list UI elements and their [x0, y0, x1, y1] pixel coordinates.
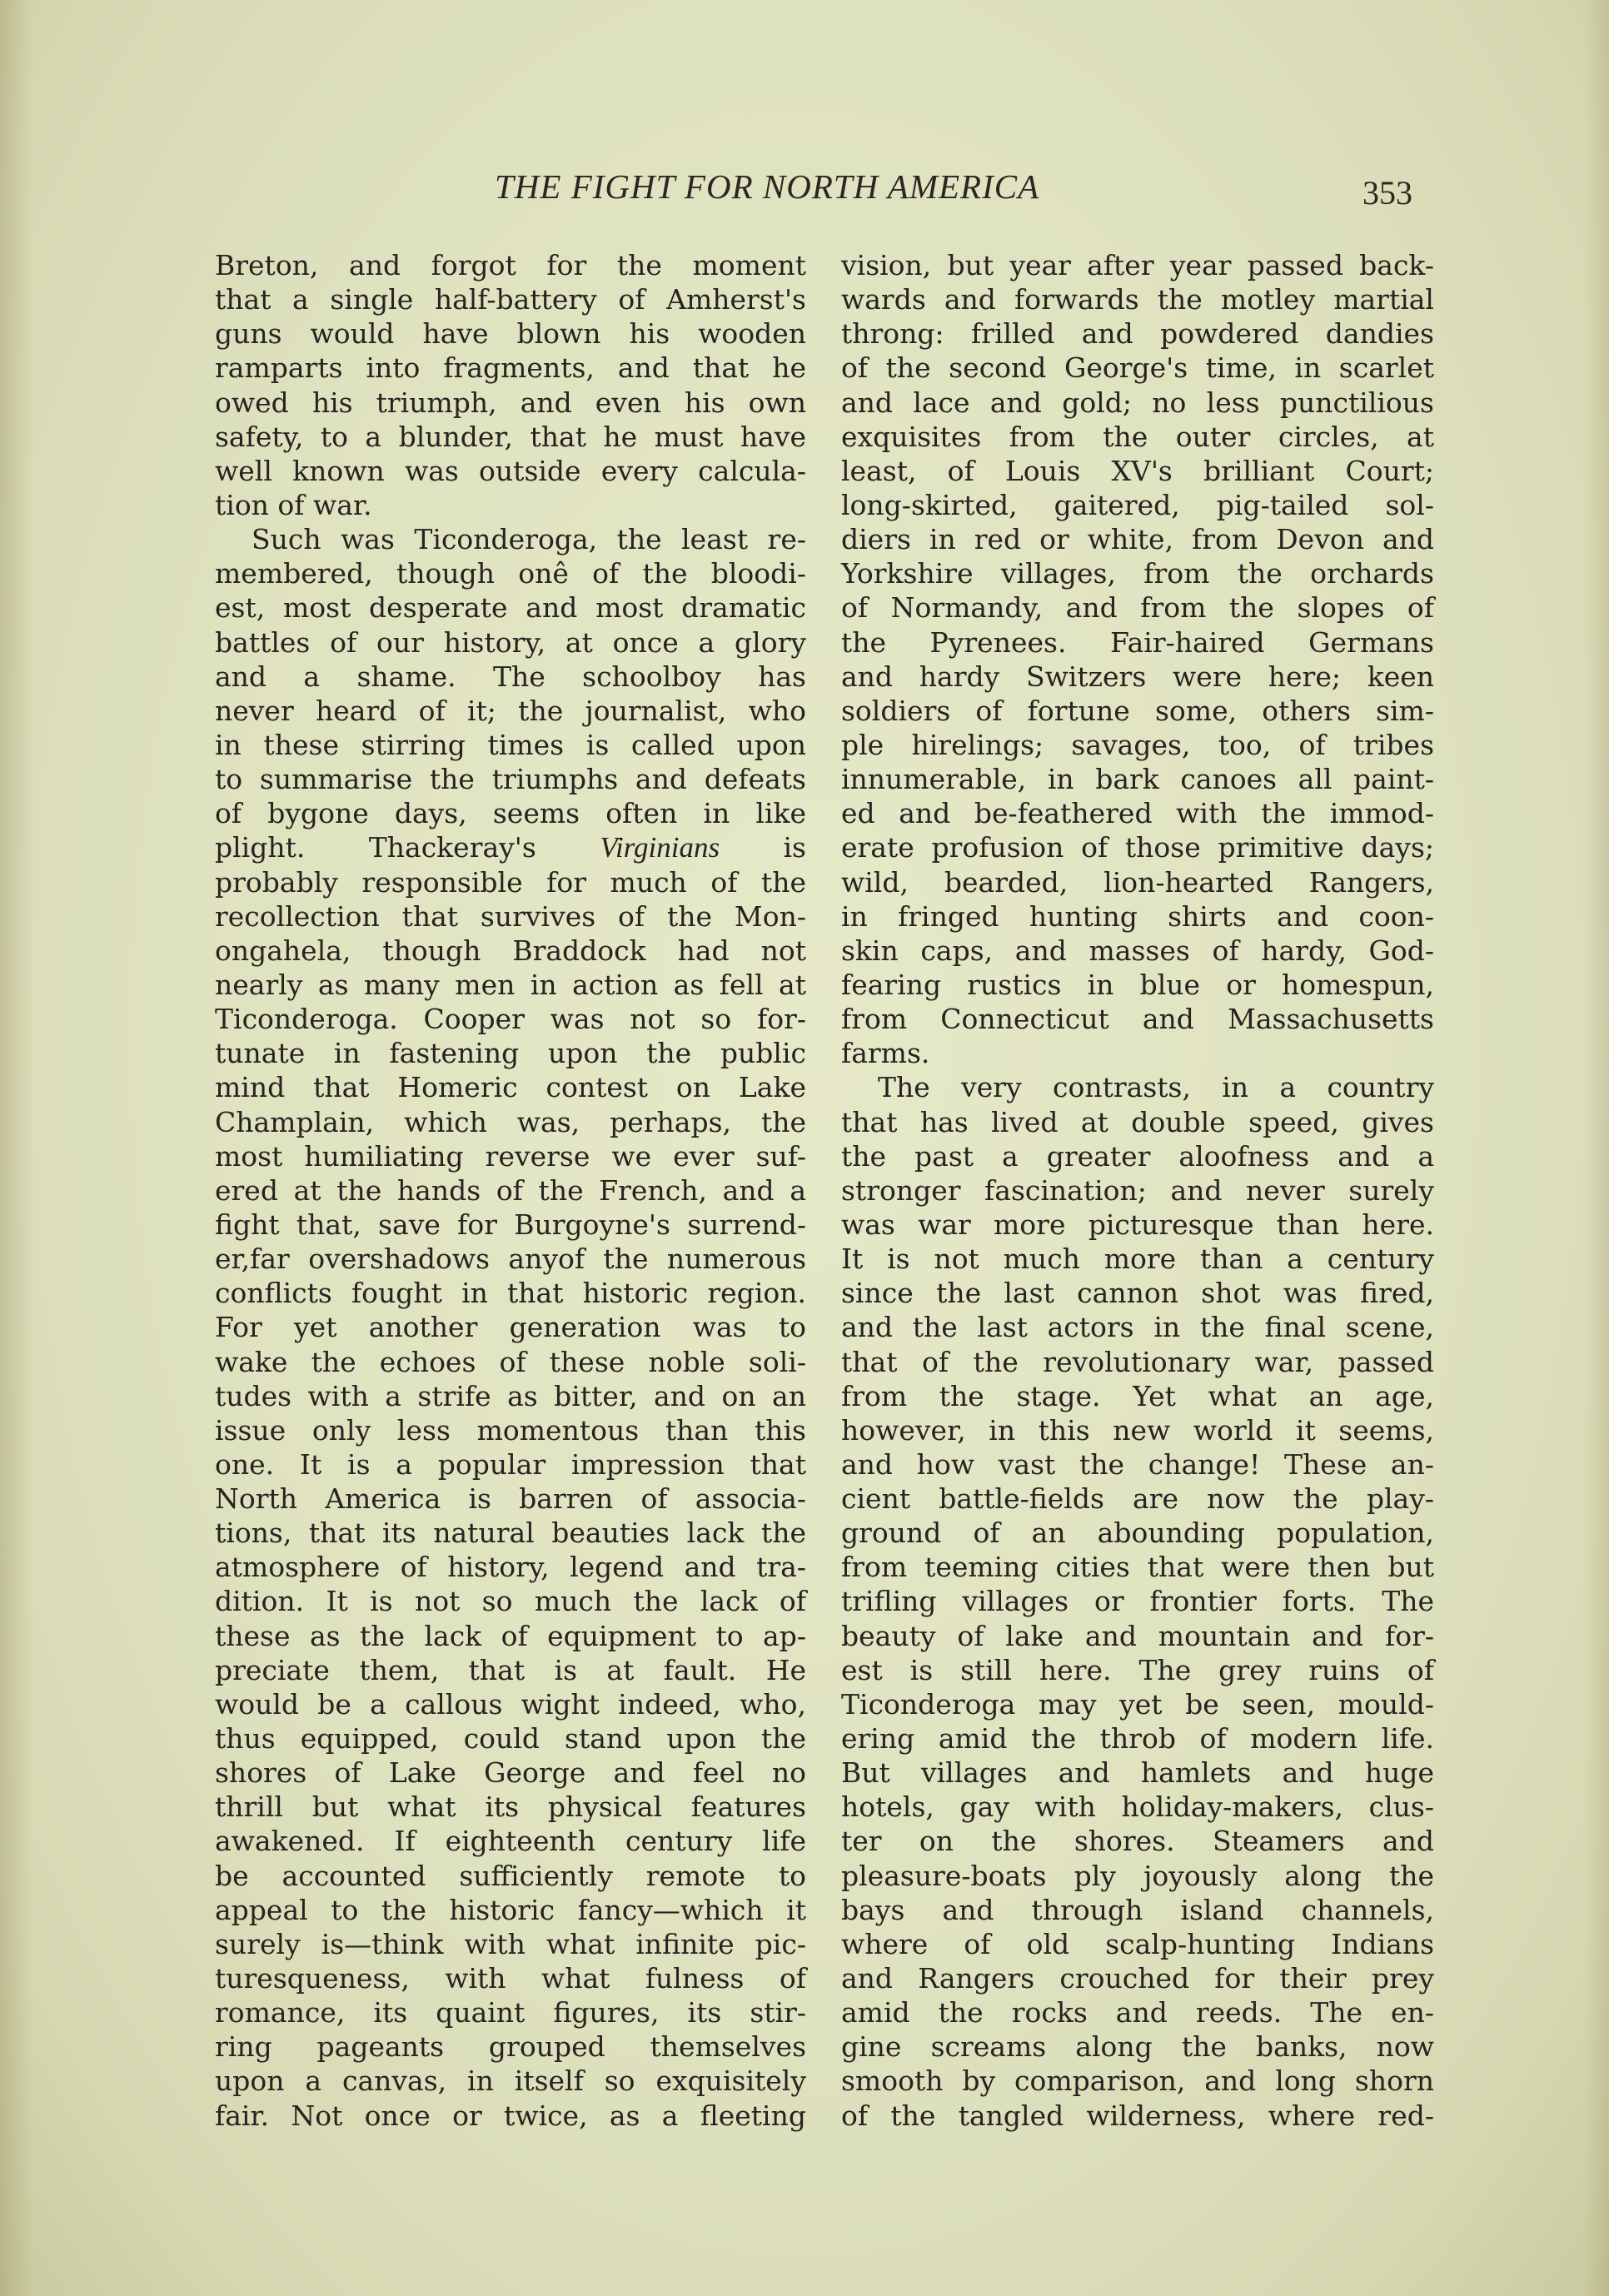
text-line: awakened. If eighteenth century life: [215, 1825, 806, 1858]
text-line: of the tangled wilderness, where red-: [841, 2099, 1434, 2132]
text-line: est is still here. The grey ruins of: [841, 1653, 1434, 1686]
text-line: North America is barren of associa-: [215, 1482, 806, 1516]
text-line: least, of Louis XV's brilliant Court;: [841, 454, 1434, 487]
text-line: of Normandy, and from the slopes of: [841, 591, 1434, 625]
text-line: For yet another generation was to: [215, 1311, 806, 1344]
text-line: shores of Lake George and feel no: [215, 1756, 806, 1790]
text-line: pleasure-boats ply joyously along the: [841, 1859, 1434, 1892]
text-line: one. It is a popular impression that: [215, 1447, 806, 1481]
text-line: guns would have blown his wooden: [215, 317, 806, 351]
text-line: safety, to a blunder, that he must have: [215, 420, 806, 453]
text-line: mind that Homeric contest on Lake: [215, 1071, 806, 1104]
text-line: thrill but what its physical features: [215, 1790, 806, 1824]
text-line: thus equipped, could stand upon the: [215, 1722, 806, 1756]
text-line: trifling villages or frontier forts. The: [841, 1585, 1434, 1618]
text-line: ground of an abounding population,: [841, 1517, 1434, 1550]
text-line: however, in this new world it seems,: [841, 1413, 1434, 1447]
text-line: that of the revolutionary war, passed: [841, 1345, 1434, 1378]
text-line: to summarise the triumphs and defeats: [215, 763, 806, 796]
text-line: and lace and gold; no less punctilious: [841, 386, 1434, 419]
text-line: the Pyrenees. Fair-haired Germans: [841, 625, 1434, 659]
text-line: erate profusion of those primitive days;: [841, 831, 1434, 864]
text-line: since the last cannon shot was fired,: [841, 1277, 1434, 1310]
text-line: and the last actors in the final scene,: [841, 1311, 1434, 1344]
text-line: stronger fascination; and never surely: [841, 1173, 1434, 1207]
text-line: most humiliating reverse we ever suf-: [215, 1139, 806, 1173]
text-line: turesqueness, with what fulness of: [215, 1962, 806, 1995]
text-line: owed his triumph, and even his own: [215, 386, 806, 419]
text-line: vision, but year after year passed back-: [841, 249, 1434, 281]
text-line: and a shame. The schoolboy has: [215, 660, 806, 693]
text-line: from teeming cities that were then but: [841, 1551, 1434, 1584]
text-line: surely is—think with what infinite pic-: [215, 1927, 806, 1960]
text-line: ple hirelings; savages, too, of tribes: [841, 728, 1434, 761]
text-line: romance, its quaint figures, its stir-: [215, 1996, 806, 2030]
text-line: diers in red or white, from Devon and: [841, 523, 1434, 556]
page-gutter-shadow: [0, 0, 33, 2296]
text-line: nearly as many men in action as fell at: [215, 968, 806, 1001]
text-line: Ticonderoga may yet be seen, mould-: [841, 1687, 1434, 1721]
text-line: ed and be-feathered with the immod-: [841, 797, 1434, 830]
text-line: where of old scalp-hunting Indians: [841, 1927, 1434, 1960]
text-line: innumerable, in bark canoes all paint-: [841, 763, 1434, 796]
text-line: from Connecticut and Massachusetts: [841, 1003, 1434, 1036]
text-line: that has lived at double speed, gives: [841, 1105, 1434, 1138]
text-line: in fringed hunting shirts and coon-: [841, 899, 1434, 933]
text-line: and Rangers crouched for their prey: [841, 1962, 1434, 1995]
text-line: ered at the hands of the French, and a: [215, 1173, 806, 1207]
text-line: conflicts fought in that historic region.: [215, 1277, 806, 1310]
text-line: in these stirring times is called upon: [215, 728, 806, 761]
text-line: cient battle-fields are now the play-: [841, 1482, 1434, 1516]
text-line: was war more picturesque than here.: [841, 1208, 1434, 1241]
book-title-italic: Virginians: [600, 831, 720, 864]
text-line: preciate them, that is at fault. He: [215, 1653, 806, 1686]
text-line: upon a canvas, in itself so exquisitely: [215, 2064, 806, 2098]
text-line: hotels, gay with holiday-makers, clus-: [841, 1790, 1434, 1824]
text-line: ering amid the throb of modern life.: [841, 1722, 1434, 1756]
text-line: appeal to the historic fancy—which it: [215, 1893, 806, 1926]
text-line: never heard of it; the journalist, who: [215, 694, 806, 727]
text-line: and hardy Switzers were here; keen: [841, 660, 1434, 693]
text-line: the past a greater aloofness and a: [841, 1139, 1434, 1173]
text-line: long-skirted, gaitered, pig-tailed sol-: [841, 488, 1434, 521]
text-line: and how vast the change! These an-: [841, 1447, 1434, 1481]
text-line: ongahela, though Braddock had not: [215, 934, 806, 967]
text-line: fight that, save for Burgoyne's surrend-: [215, 1208, 806, 1241]
text-line: wild, bearded, lion-hearted Rangers,: [841, 865, 1434, 899]
text-line: exquisites from the outer circles, at: [841, 420, 1434, 453]
text-run: plight. Thackeray's: [215, 831, 600, 864]
text-line: er,far overshadows anyof the numerous: [215, 1243, 806, 1276]
text-line: issue only less momentous than this: [215, 1413, 806, 1447]
text-line: ring pageants grouped themselves: [215, 2030, 806, 2064]
text-line: bays and through island channels,: [841, 1893, 1434, 1926]
text-line: wake the echoes of these noble soli-: [215, 1345, 806, 1378]
text-line: of bygone days, seems often in like: [215, 797, 806, 830]
text-line: amid the rocks and reeds. The en-: [841, 1996, 1434, 2030]
text-line: fearing rustics in blue or homespun,: [841, 968, 1434, 1001]
text-line: throng: frilled and powdered dandies: [841, 317, 1434, 351]
page-edge-shadow: [1584, 0, 1609, 2296]
text-line: It is not much more than a century: [841, 1243, 1434, 1276]
text-line: Yorkshire villages, from the orchards: [841, 557, 1434, 590]
text-line: Such was Ticonderoga, the least re-: [252, 523, 806, 556]
text-line: membered, though onê of the bloodi-: [215, 557, 806, 590]
text-line: dition. It is not so much the lack of: [215, 1585, 806, 1618]
text-line: would be a callous wight indeed, who,: [215, 1687, 806, 1721]
page-number: 353: [1362, 174, 1412, 212]
text-line: farms.: [841, 1037, 930, 1070]
text-line: beauty of lake and mountain and for-: [841, 1619, 1434, 1652]
text-line: tion of war.: [215, 488, 372, 521]
text-line: these as the lack of equipment to ap-: [215, 1619, 806, 1652]
text-line: smooth by comparison, and long shorn: [841, 2064, 1434, 2098]
text-line: est, most desperate and most dramatic: [215, 591, 806, 625]
text-line: be accounted sufficiently remote to: [215, 1859, 806, 1892]
text-line: wards and forwards the motley martial: [841, 283, 1434, 316]
text-line: skin caps, and masses of hardy, God-: [841, 934, 1434, 967]
text-line: atmosphere of history, legend and tra-: [215, 1551, 806, 1584]
right-column: [841, 248, 1434, 2133]
text-line: Breton, and forgot for the moment: [215, 249, 806, 281]
text-line: well known was outside every calcula-: [215, 454, 806, 487]
left-column: [215, 248, 806, 2133]
text-line: recollection that survives of the Mon-: [215, 899, 806, 933]
running-title: THE FIGHT FOR NORTH AMERICA: [495, 167, 1040, 206]
text-line: The very contrasts, in a country: [878, 1071, 1434, 1104]
text-line: probably responsible for much of the: [215, 865, 806, 899]
text-line: tunate in fastening upon the public: [215, 1037, 806, 1070]
text-run: is: [720, 831, 806, 864]
text-line: fair. Not once or twice, as a fleeting: [215, 2099, 806, 2132]
text-line: But villages and hamlets and huge: [841, 1756, 1434, 1790]
text-line: [215, 830, 806, 864]
text-line: Ticonderoga. Cooper was not so for-: [215, 1003, 806, 1036]
text-line: Champlain, which was, perhaps, the: [215, 1105, 806, 1138]
text-line: ter on the shores. Steamers and: [841, 1825, 1434, 1858]
text-line: battles of our history, at once a glory: [215, 625, 806, 659]
text-line: gine screams along the banks, now: [841, 2030, 1434, 2064]
text-line: ramparts into fragments, and that he: [215, 351, 806, 385]
text-line: tions, that its natural beauties lack the: [215, 1517, 806, 1550]
text-line: of the second George's time, in scarlet: [841, 351, 1434, 385]
text-line: that a single half-battery of Amherst's: [215, 283, 806, 316]
text-line: soldiers of fortune some, others sim-: [841, 694, 1434, 727]
text-line: tudes with a strife as bitter, and on an: [215, 1379, 806, 1412]
text-line: from the stage. Yet what an age,: [841, 1379, 1434, 1412]
